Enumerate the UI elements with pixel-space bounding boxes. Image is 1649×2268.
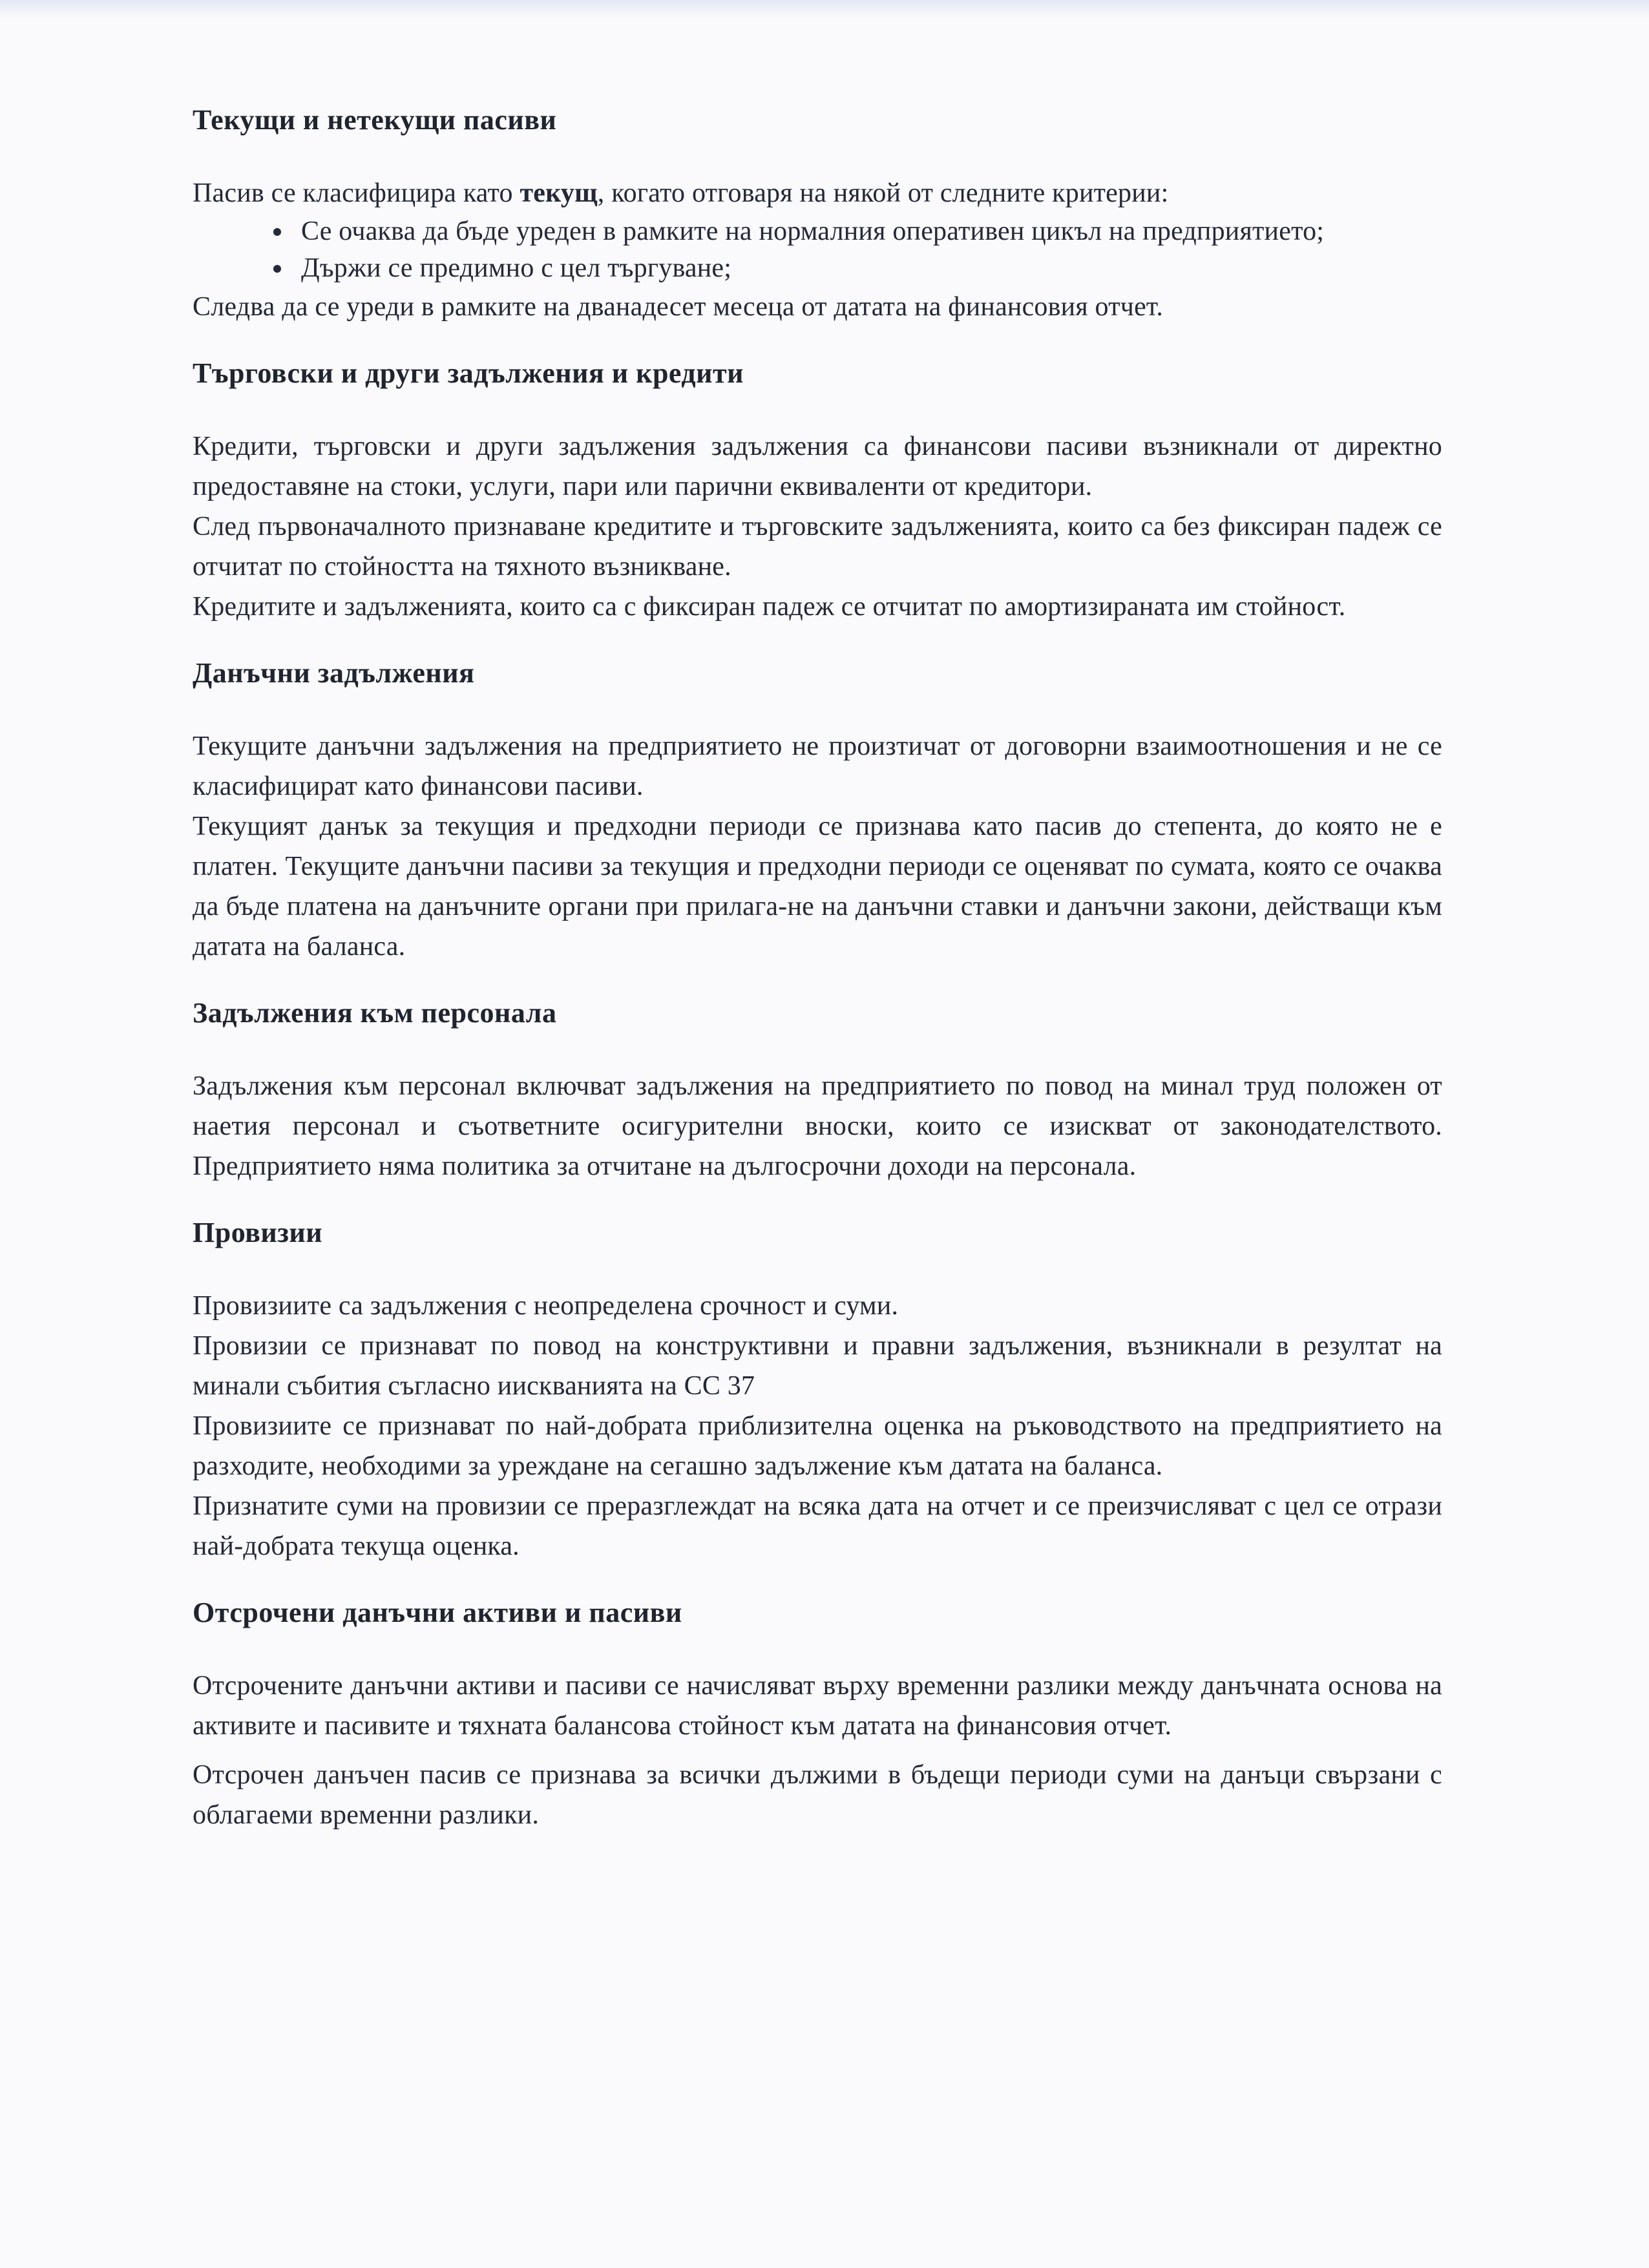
- section-current-and-non-current-liabilities: [193, 103, 1442, 327]
- section-heading: Провизии: [193, 1217, 323, 1248]
- list-item: • Държи се предимно с цел търгуване;: [293, 250, 1442, 287]
- section-heading: Задължения към персонала: [193, 997, 557, 1029]
- paragraph: Следва да се уреди в рамките на дванадесет месеца от датата на финансовия отчет.: [193, 292, 1164, 322]
- section-heading: Търговски и други задължения и кредити: [193, 357, 744, 389]
- section-deferred-tax-assets-and-liabilities: [193, 1596, 1442, 1835]
- section-heading: Данъчни задължения: [193, 657, 475, 689]
- paragraph: Текущият данък за текущия и предходни периоди се признава като пасив до степента, до която не е платен. Текущите данъчни пасиви за текущия и предходни периоди се оценяват по сумата, която се очаква да бъде платена на данъчните органи при прилага-не на данъчни ставки и данъчни закони, действащи към датата на баланса.: [193, 812, 1442, 961]
- paragraph: Признатите суми на провизии се преразглеждат на всяка дата на отчет и се преизчисляват с цел се отрази най-добрата текуща оценка.: [193, 1491, 1442, 1561]
- section-provisions: [193, 1216, 1442, 1566]
- paragraph: Текущите данъчни задължения на предприятието не произтичат от договорни взаимоотношения и не се класифицират като финансови пасиви.: [193, 731, 1442, 801]
- paragraph: Отсрочените данъчни активи и пасиви се начисляват върху временни разлики между данъчната основа на активите и пасивите и тяхната балансова стойност към датата на финансовия отчет.: [193, 1671, 1442, 1741]
- section-trade-and-other-payables-and-loans: [193, 357, 1442, 627]
- intro-text-post: , когато отговаря на някой от следните критерии:: [597, 178, 1169, 208]
- paragraph: Провизии се признават по повод на конструктивни и правни задължения, възникнали в резултат на минали събития съгласно иискванията на СС 37: [193, 1331, 1442, 1401]
- intro-bold-term: текущ: [520, 178, 598, 208]
- paragraph: [193, 173, 1442, 213]
- paragraph: След първоначалното признаване кредитите и търговските задълженията, които са без фиксиран падеж се отчитат по стойността на тяхното възникване.: [193, 512, 1442, 582]
- intro-text-pre: Пасив се класифицира като: [193, 178, 520, 208]
- paragraph: Отсрочен данъчен пасив се признава за всички дължими в бъдещи периоди суми на данъци свързани с облагаеми временни разлики.: [193, 1760, 1442, 1830]
- paragraph: Провизиите се признават по най-добрата приблизителна оценка на ръководството на предприятието на разходите, необходими за уреждане на сегашно задължение към датата на баланса.: [193, 1411, 1442, 1481]
- criteria-list: [193, 213, 1442, 287]
- list-item: • Се очаква да бъде уреден в рамките на нормалния оперативен цикъл на предприятието;: [293, 213, 1442, 250]
- section-heading: Текущи и нетекущи пасиви: [193, 104, 557, 136]
- paragraph: Провизиите са задължения с неопределена срочност и суми.: [193, 1291, 899, 1321]
- section-heading: Отсрочени данъчни активи и пасиви: [193, 1597, 682, 1628]
- section-payables-to-personnel: [193, 996, 1442, 1186]
- paragraph: Задължения към персонал включват задължения на предприятието по повод на минал труд положен от наетия персонал и съответните осигурителни вноски, които се изискват от законодателството. Предприятието няма политика за отчитане на дългосрочни доходи на персонала.: [193, 1071, 1442, 1181]
- section-tax-liabilities: [193, 656, 1442, 967]
- paragraph: Кредити, търговски и други задължения задължения са финансови пасиви възникнали от директно предоставяне на стоки, услуги, пари или парични еквиваленти от кредитори.: [193, 432, 1442, 501]
- paragraph: Кредитите и задълженията, които са с фиксиран падеж се отчитат по амортизираната им стойност.: [193, 592, 1346, 622]
